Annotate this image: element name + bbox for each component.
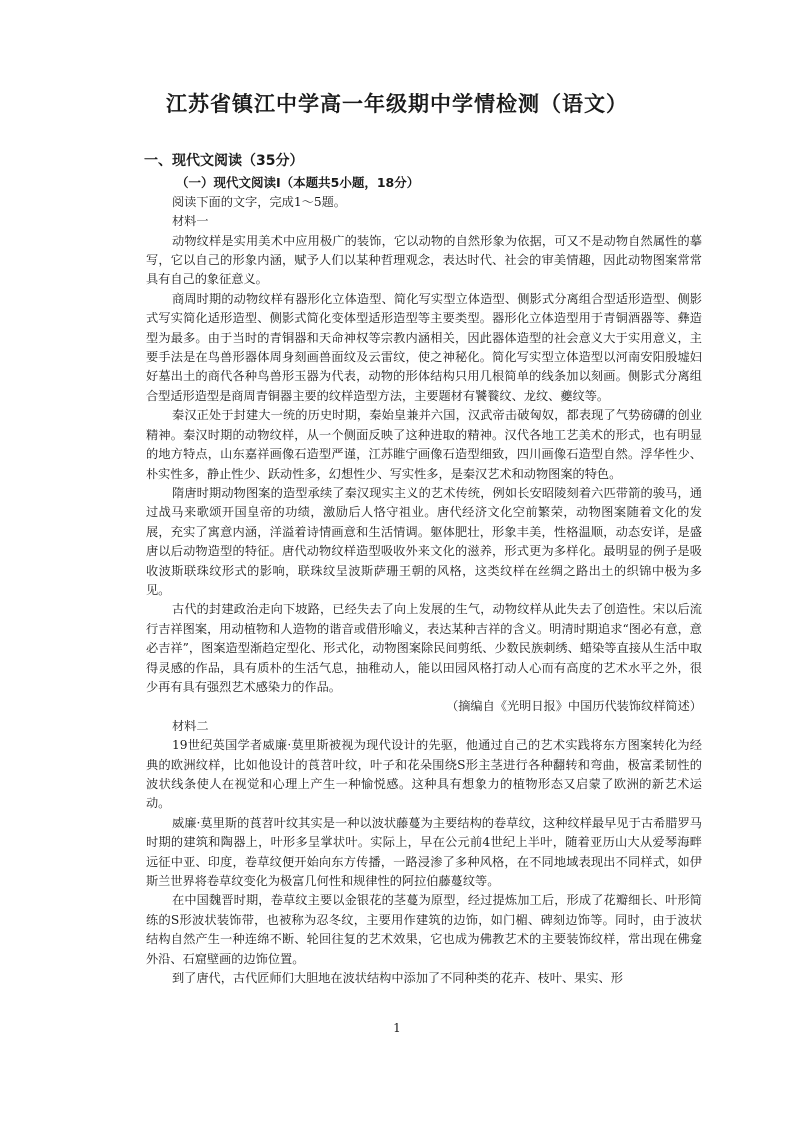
material1-source: （摘编自《光明日报》中国历代装饰纹样简述） — [446, 699, 702, 714]
material2-label: 材料二 — [172, 718, 209, 733]
page-number: 1 — [393, 1021, 401, 1035]
material1-paragraph: 动物纹样是实用美术中应用极广的装饰，它以动物的自然形象为依据，可又不是动物自然属性的摹写，它以自己的形象内涵，赋予人们以某种哲理观念，表达时代、社会的审美情趣，因此动物图案常常具有自己的象征意义。 — [146, 233, 702, 287]
instruction-text: 阅读下面的文字，完成1～5题。 — [172, 194, 346, 209]
material2-paragraph: 19世纪英国学者威廉·莫里斯被视为现代设计的先驱，他通过自己的艺术实践将东方图案转化为经典的欧洲纹样，比如他设计的莨苕叶纹，叶子和花朵围绕S形主茎进行各种翻转和弯曲，极富柔韧性的波状线条使人在视觉和心理上产生一种愉悦感。这种具有想象力的植物形态又启蒙了欧洲的新艺术运动。 — [146, 738, 702, 811]
exam-title: 江苏省镇江中学高一年级期中学情检测（语文） — [166, 91, 628, 116]
material2-paragraph: 在中国魏晋时期，卷草纹主要以金银花的茎蔓为原型，经过提炼加工后，形成了花瓣细长、叶形简练的S形波状装饰带，也被称为忍冬纹，主要用作建筑的边饰，如门楣、碑刻边饰等。同时，由于波状结构自然产生一种连绵不断、轮回往复的艺术效果，它也成为佛教艺术的主要装饰纹样，常出现在佛龛外沿、石窟壁画的边饰位置。 — [146, 893, 702, 966]
material1-label: 材料一 — [172, 214, 209, 229]
material2-paragraph: 威廉·莫里斯的莨苕叶纹其实是一种以波状藤蔓为主要结构的卷草纹，这种纹样最早见于古希腊罗马时期的建筑和陶器上，叶形多呈掌状叶。实际上，早在公元前4世纪上半叶，随着亚历山大从爱琴海畔远征中亚、印度，卷草纹便开始向东方传播，一路浸渗了多种风格，在不同地域表现出不同样式，如伊斯兰世界将卷草纹变化为极富几何性和规律性的阿拉伯藤蔓纹等。 — [146, 815, 702, 889]
material1-paragraph: 秦汉正处于封建大一统的历史时期，秦始皇兼并六国，汉武帝击破匈奴，都表现了气势磅礴的创业精神。秦汉时期的动物纹样，从一个侧面反映了这种进取的精神。汉代各地工艺美术的形式，也有明显的地方特点，山东嘉祥画像石造型严谨，江苏睢宁画像石造型细致，四川画像石造型自然。浮华性少、朴实性多，静止性少、跃动性多，幻想性少、写实性多，是秦汉艺术和动物图案的特色。 — [146, 408, 702, 481]
material2-paragraph: 到了唐代，古代匠师们大胆地在波状结构中添加了不同种类的花卉、枝叶、果实、形 — [172, 971, 623, 986]
material1-paragraph: 古代的封建政治走向下坡路，已经失去了向上发展的生气，动物纹样从此失去了创造性。宋以后流行吉祥图案，用动植物和人造物的谐音或借形喻义，表达某种吉祥的含义。明清时期追求“图必有意，意必吉祥”，图案造型渐趋定型化、形式化，动物图案除民间剪纸、少数民族刺绣、蜡染等直接从生活中取得灵感的作品，具有质朴的生活气息，抽稚动人，能以田园风格打动人心而有高度的艺术水平之外，很少再有具有强烈艺术感染力的作品。 — [146, 602, 702, 694]
subsection-heading: （一）现代文阅读Ⅰ（本题共5小题，18分） — [176, 175, 420, 191]
exam-content — [146, 152, 702, 988]
section-heading: 一、现代文阅读（35分） — [144, 153, 304, 169]
material1-paragraph: 商周时期的动物纹样有器形化立体造型、简化写实型立体造型、侧影式分离组合型适形造型、侧影式写实简化适形造型、侧影式简化变体型适形造型等主要类型。器形化立体造型用于青铜酒器等、彝造型为最多。由于当时的青铜器和天命神权等宗教内涵相关，因此器体造型的社会意义大于实用意义，主要手法是在鸟兽形器体周身刻画兽面纹及云雷纹，使之神秘化。简化写实型立体造型以河南安阳殷墟妇好墓出土的商代各种鸟兽形玉器为代表，动物的形体结构只用几根简单的线条加以刻画。侧影式分离组合型适形造型是商周青铜器主要的纹样造型方法，主要题材有饕餮纹、龙纹、夔纹等。 — [146, 291, 702, 403]
material1-paragraph: 隋唐时期动物图案的造型承续了秦汉现实主义的艺术传统，例如长安昭陵刻着六匹带箭的骏马，通过战马来歌颂开国皇帝的功绩，激励后人恪守祖业。唐代经济文化空前繁荣，动物图案随着文化的发展，充实了寓意内涵，洋溢着诗情画意和生活情调。躯体肥壮，形象丰美，性格温顺，动态安详，是盛唐以后动物造型的特征。唐代动物纹样造型吸收外来文化的滋养，形式更为多样化。最明显的例子是吸收波斯联珠纹形式的影响，联珠纹呈波斯萨珊王朝的风格，这类纹样在丝绸之路出土的织锦中极为多见。 — [146, 485, 702, 597]
